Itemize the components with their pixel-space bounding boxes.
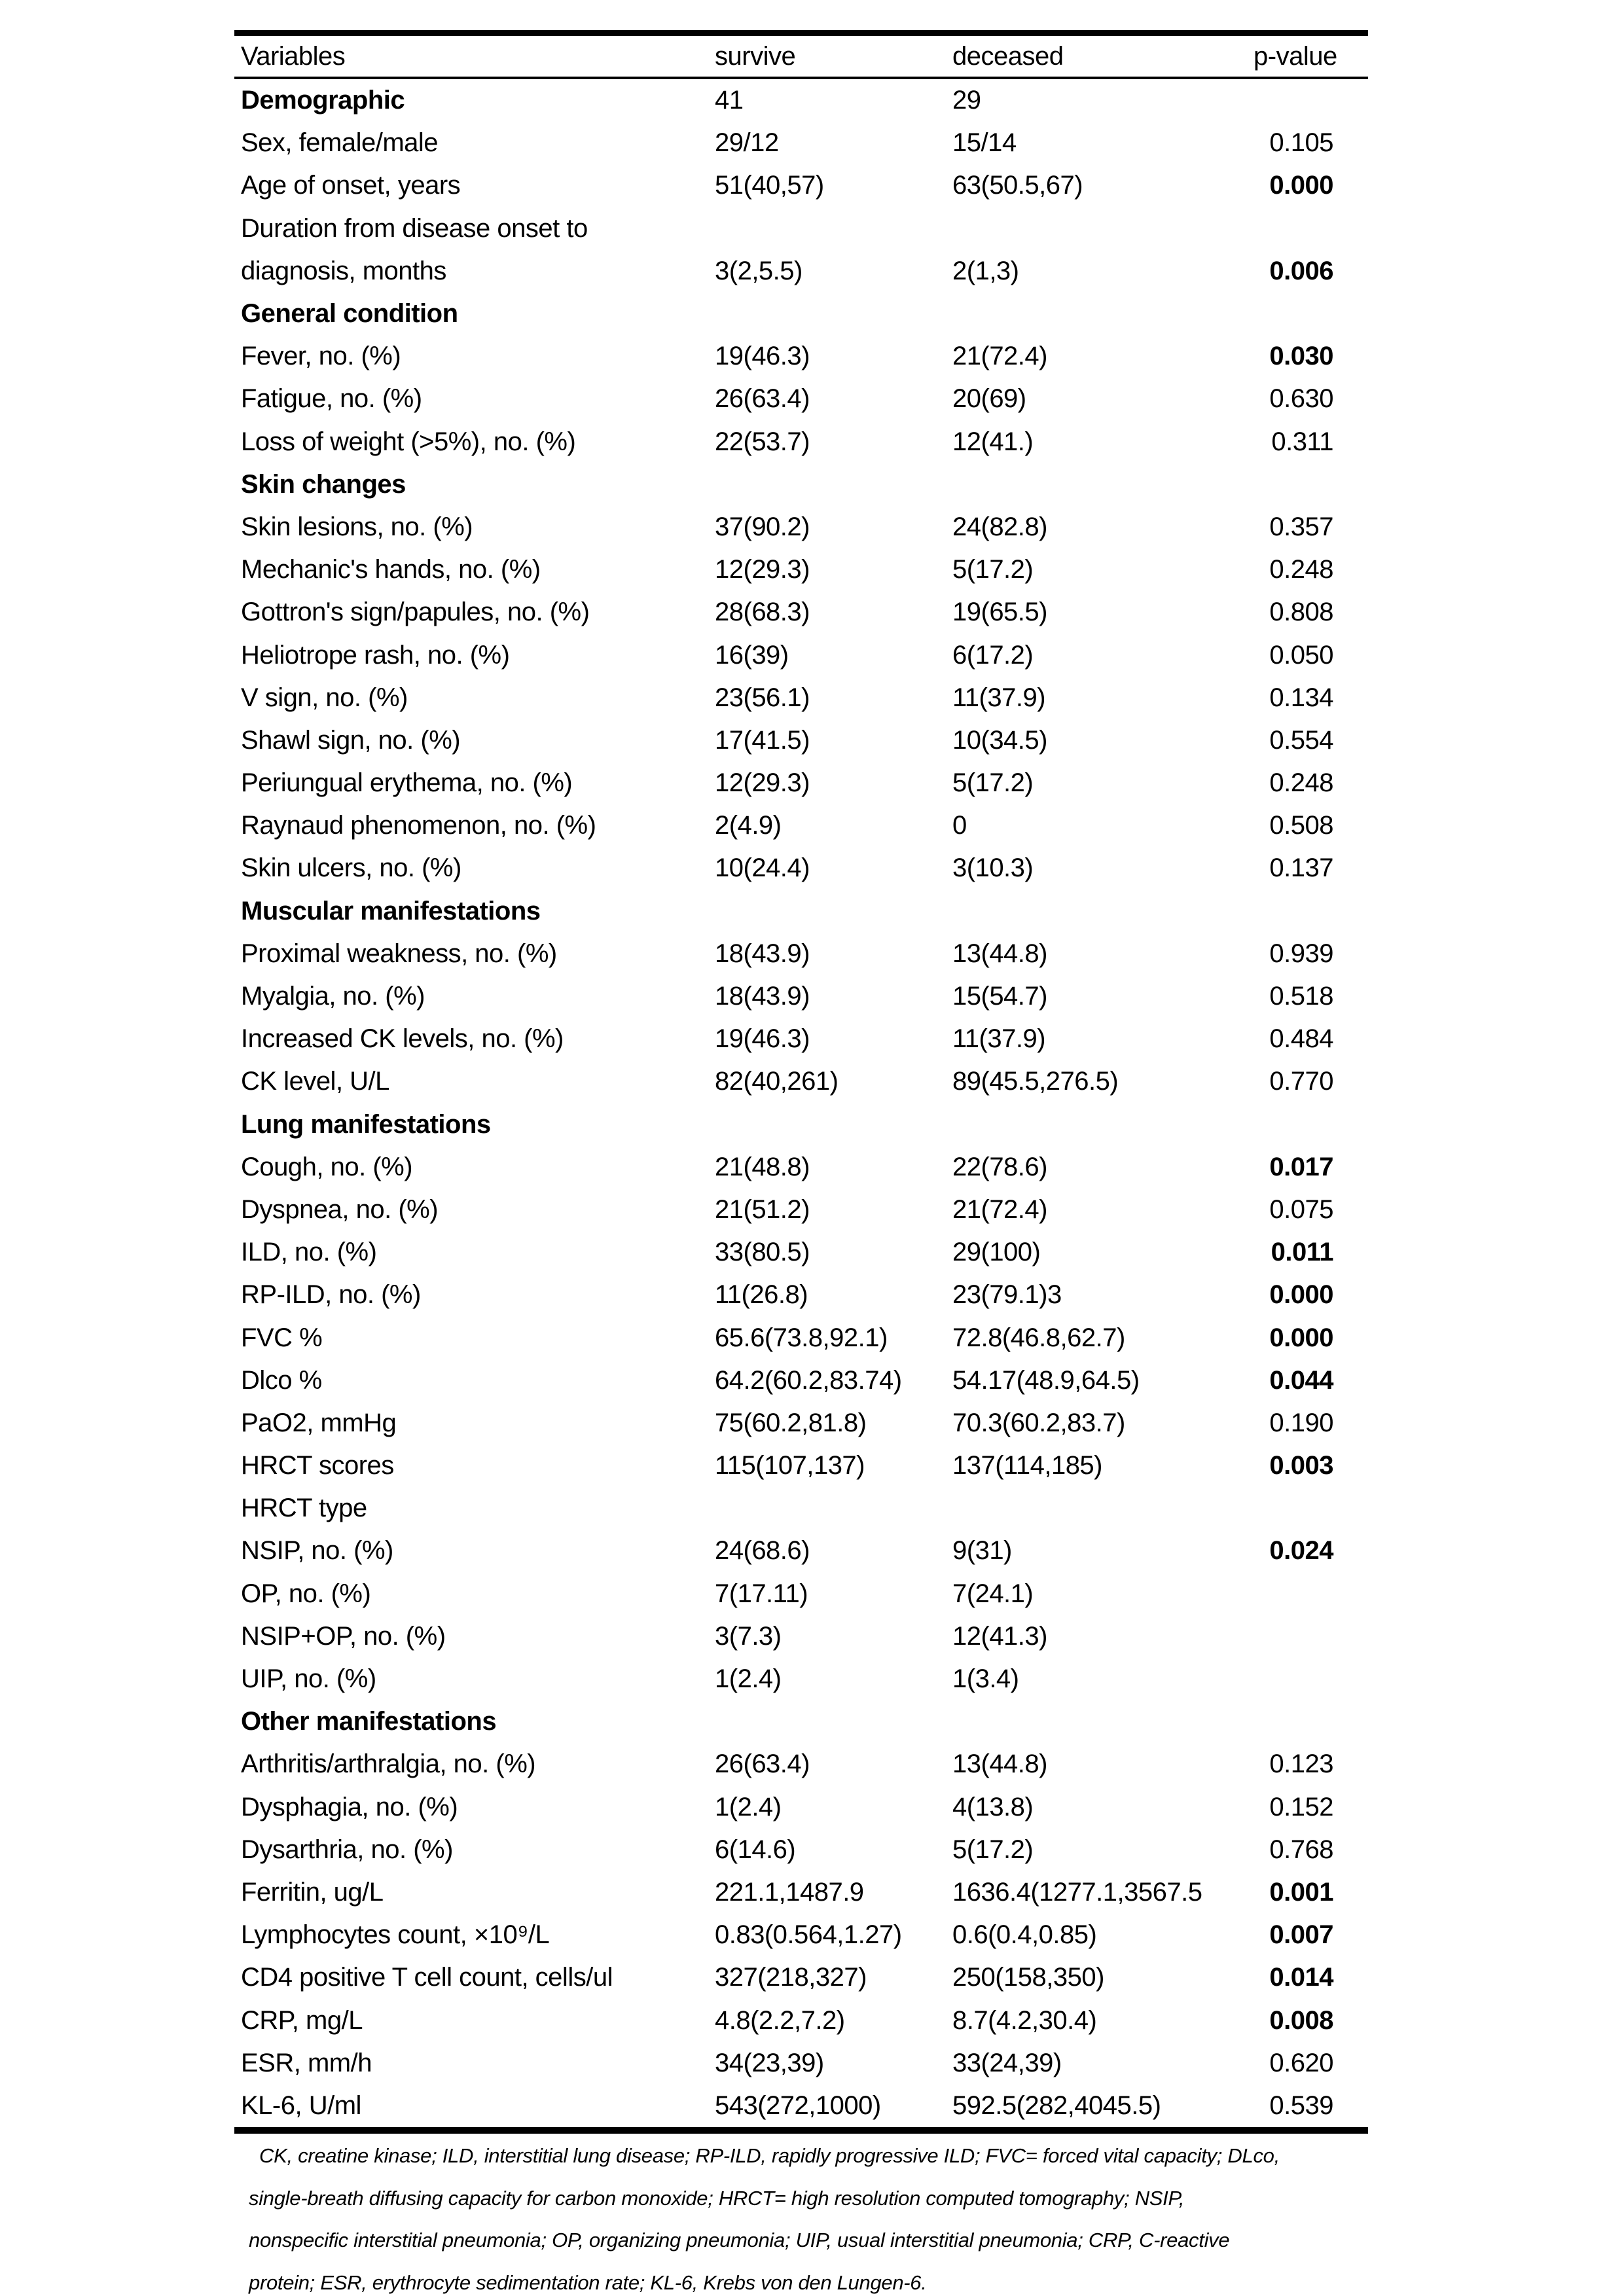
table-row	[234, 591, 1368, 634]
table-row	[234, 1146, 1368, 1189]
survive-cell: 6(14.6)	[715, 1835, 796, 1864]
table-row	[234, 1359, 1368, 1402]
table-row	[234, 762, 1368, 804]
pvalue-cell: 0.008	[1269, 2005, 1333, 2035]
pvalue-cell: 0.105	[1269, 128, 1333, 158]
deceased-cell: 12(41.3)	[952, 1621, 1047, 1651]
table-row	[234, 1487, 1368, 1530]
variable-cell: Other manifestations	[241, 1707, 497, 1736]
column-header-variables: Variables	[241, 41, 346, 71]
variable-cell: Shawl sign, no. (%)	[241, 725, 461, 755]
table-row	[234, 122, 1368, 164]
column-header-survive: survive	[715, 41, 796, 71]
deceased-cell: 11(37.9)	[952, 683, 1046, 712]
variable-cell: Periungual erythema, no. (%)	[241, 768, 573, 798]
footnote-line: nonspecific interstitial pneumonia; OP, organizing pneumonia; UIP, usual interstitial pneumonia; CRP, C-reactive	[249, 2229, 1230, 2251]
survive-cell: 0.83(0.564,1.27)	[715, 1920, 902, 1950]
deceased-cell: 137(114,185)	[952, 1451, 1102, 1480]
pvalue-cell: 0.190	[1269, 1408, 1333, 1437]
pvalue-cell: 0.006	[1269, 256, 1333, 285]
variable-cell: CRP, mg/L	[241, 2005, 363, 2035]
clinical-comparison-table	[234, 30, 1368, 2134]
variable-cell: Age of onset, years	[241, 171, 461, 200]
variable-cell: Proximal weakness, no. (%)	[241, 939, 557, 968]
pvalue-cell: 0.075	[1269, 1194, 1333, 1224]
variable-cell: General condition	[241, 299, 458, 329]
survive-cell: 24(68.6)	[715, 1536, 810, 1566]
table-row	[234, 1530, 1368, 1572]
survive-cell: 12(29.3)	[715, 768, 810, 798]
survive-cell: 3(2,5.5)	[715, 256, 803, 285]
survive-cell: 34(23,39)	[715, 2048, 824, 2077]
deceased-cell: 63(50.5,67)	[952, 171, 1083, 200]
survive-cell: 26(63.4)	[715, 1749, 810, 1779]
table-row	[234, 1615, 1368, 1658]
variable-cell: Demographic	[241, 86, 405, 115]
pvalue-cell: 0.768	[1269, 1835, 1333, 1864]
pvalue-cell: 0.044	[1269, 1365, 1333, 1395]
deceased-cell: 21(72.4)	[952, 342, 1047, 371]
variable-cell: Skin ulcers, no. (%)	[241, 853, 461, 883]
deceased-cell: 13(44.8)	[952, 1749, 1047, 1779]
deceased-cell: 5(17.2)	[952, 555, 1034, 584]
survive-cell: 221.1,1487.9	[715, 1877, 864, 1907]
table-row	[234, 1018, 1368, 1060]
table-row	[234, 847, 1368, 889]
survive-cell: 7(17.11)	[715, 1579, 808, 1608]
survive-cell: 82(40,261)	[715, 1067, 839, 1096]
survive-cell: 1(2.4)	[715, 1792, 782, 1821]
table-row	[234, 250, 1368, 293]
pvalue-cell: 0.014	[1269, 1963, 1333, 1992]
deceased-cell: 3(10.3)	[952, 853, 1034, 883]
deceased-cell: 0	[952, 811, 967, 840]
pvalue-cell: 0.630	[1269, 384, 1333, 414]
deceased-cell: 89(45.5,276.5)	[952, 1067, 1119, 1096]
table-row	[234, 1573, 1368, 1615]
pvalue-cell: 0.000	[1269, 1280, 1333, 1310]
table-header-row	[234, 36, 1368, 77]
variable-cell: CD4 positive T cell count, cells/ul	[241, 1963, 613, 1992]
survive-cell: 21(48.8)	[715, 1152, 810, 1181]
variable-cell: CK level, U/L	[241, 1067, 389, 1096]
variable-cell: ILD, no. (%)	[241, 1238, 377, 1267]
pvalue-cell: 0.554	[1269, 725, 1333, 755]
table-row	[234, 2085, 1368, 2127]
deceased-cell: 7(24.1)	[952, 1579, 1034, 1608]
deceased-cell: 33(24,39)	[952, 2048, 1062, 2077]
survive-cell: 2(4.9)	[715, 811, 782, 840]
table-row	[234, 1231, 1368, 1274]
table-body	[234, 79, 1368, 2127]
variable-cell: HRCT scores	[241, 1451, 394, 1480]
pvalue-cell: 0.134	[1269, 683, 1333, 712]
variable-cell: Dysarthria, no. (%)	[241, 1835, 453, 1864]
survive-cell: 21(51.2)	[715, 1194, 810, 1224]
variable-cell: FVC %	[241, 1323, 323, 1352]
survive-cell: 16(39)	[715, 640, 789, 670]
survive-cell: 23(56.1)	[715, 683, 810, 712]
column-header-deceased: deceased	[952, 41, 1064, 71]
variable-cell: Raynaud phenomenon, no. (%)	[241, 811, 596, 840]
deceased-cell: 8.7(4.2,30.4)	[952, 2005, 1097, 2035]
variable-cell: ESR, mm/h	[241, 2048, 372, 2077]
table-top-rule	[234, 30, 1368, 36]
table-row	[234, 1189, 1368, 1231]
table-row	[234, 1658, 1368, 1700]
survive-cell: 19(46.3)	[715, 342, 810, 371]
pvalue-cell: 0.539	[1269, 2090, 1333, 2120]
table-row	[234, 1444, 1368, 1487]
pvalue-cell: 0.808	[1269, 598, 1333, 627]
survive-cell: 17(41.5)	[715, 725, 810, 755]
variable-cell: Dlco %	[241, 1365, 322, 1395]
pvalue-cell: 0.001	[1269, 1877, 1333, 1907]
variable-cell: Dyspnea, no. (%)	[241, 1194, 439, 1224]
variable-cell: Lymphocytes count, ×10⁹/L	[241, 1920, 550, 1950]
variable-cell: Myalgia, no. (%)	[241, 982, 425, 1011]
variable-cell: Sex, female/male	[241, 128, 439, 158]
variable-cell: OP, no. (%)	[241, 1579, 371, 1608]
deceased-cell: 2(1,3)	[952, 256, 1019, 285]
variable-cell: Skin changes	[241, 469, 406, 499]
survive-cell: 115(107,137)	[715, 1451, 865, 1480]
deceased-cell: 6(17.2)	[952, 640, 1034, 670]
survive-cell: 22(53.7)	[715, 427, 810, 456]
deceased-cell: 54.17(48.9,64.5)	[952, 1365, 1140, 1395]
table-row	[234, 1274, 1368, 1316]
table-row	[234, 1914, 1368, 1956]
survive-cell: 10(24.4)	[715, 853, 810, 883]
table-footnote	[249, 2135, 1348, 2296]
pvalue-cell: 0.311	[1271, 427, 1333, 456]
variable-cell: Arthritis/arthralgia, no. (%)	[241, 1749, 536, 1779]
pvalue-cell: 0.000	[1269, 1323, 1333, 1352]
deceased-cell: 21(72.4)	[952, 1194, 1047, 1224]
deceased-cell: 15(54.7)	[952, 982, 1047, 1011]
pvalue-cell: 0.152	[1269, 1792, 1333, 1821]
pvalue-cell: 0.003	[1269, 1451, 1333, 1480]
variable-cell: Fatigue, no. (%)	[241, 384, 422, 414]
table-row	[234, 804, 1368, 847]
survive-cell: 3(7.3)	[715, 1621, 782, 1651]
pvalue-cell: 0.508	[1269, 811, 1333, 840]
table-row	[234, 2042, 1368, 2085]
variable-cell: V sign, no. (%)	[241, 683, 408, 712]
pvalue-cell: 0.030	[1269, 342, 1333, 371]
column-header-p-value: p-value	[1254, 41, 1337, 71]
survive-cell: 37(90.2)	[715, 512, 810, 541]
pvalue-cell: 0.050	[1269, 640, 1333, 670]
section-row	[234, 890, 1368, 933]
variable-cell: Skin lesions, no. (%)	[241, 512, 473, 541]
table-row	[234, 506, 1368, 548]
survive-cell: 26(63.4)	[715, 384, 810, 414]
variable-cell: Mechanic's hands, no. (%)	[241, 555, 541, 584]
table-row	[234, 1786, 1368, 1829]
pvalue-cell: 0.939	[1269, 939, 1333, 968]
variable-cell: NSIP+OP, no. (%)	[241, 1621, 446, 1651]
deceased-cell: 13(44.8)	[952, 939, 1047, 968]
table-row	[234, 677, 1368, 719]
section-row	[234, 1700, 1368, 1743]
pvalue-cell: 0.518	[1269, 982, 1333, 1011]
survive-cell: 19(46.3)	[715, 1024, 810, 1054]
survive-cell: 64.2(60.2,83.74)	[715, 1365, 902, 1395]
deceased-cell: 23(79.1)3	[952, 1280, 1062, 1310]
survive-cell: 18(43.9)	[715, 982, 810, 1011]
footnote-line: CK, creatine kinase; ILD, interstitial lung disease; RP-ILD, rapidly progressive ILD; FVC= forced vital capacity; DLco,	[259, 2144, 1280, 2167]
section-row	[234, 463, 1368, 506]
deceased-cell: 70.3(60.2,83.7)	[952, 1408, 1125, 1437]
deceased-cell: 10(34.5)	[952, 725, 1047, 755]
survive-cell: 51(40,57)	[715, 171, 824, 200]
table-row	[234, 634, 1368, 676]
survive-cell: 11(26.8)	[715, 1280, 808, 1310]
variable-cell: Ferritin, ug/L	[241, 1877, 384, 1907]
variable-cell: Lung manifestations	[241, 1109, 491, 1139]
deceased-cell: 20(69)	[952, 384, 1026, 414]
variable-cell: diagnosis, months	[241, 256, 446, 285]
pvalue-cell: 0.011	[1271, 1238, 1333, 1267]
table-row	[234, 207, 1368, 250]
table-row	[234, 975, 1368, 1018]
deceased-cell: 72.8(46.8,62.7)	[952, 1323, 1125, 1352]
deceased-cell: 4(13.8)	[952, 1792, 1034, 1821]
deceased-cell: 0.6(0.4,0.85)	[952, 1920, 1097, 1950]
section-row	[234, 1103, 1368, 1146]
survive-cell: 1(2.4)	[715, 1664, 782, 1694]
deceased-cell: 22(78.6)	[952, 1152, 1047, 1181]
deceased-cell: 11(37.9)	[952, 1024, 1046, 1054]
survive-cell: 4.8(2.2,7.2)	[715, 2005, 845, 2035]
deceased-cell: 250(158,350)	[952, 1963, 1104, 1992]
pvalue-cell: 0.357	[1269, 512, 1333, 541]
pvalue-cell: 0.137	[1269, 853, 1333, 883]
variable-cell: Fever, no. (%)	[241, 342, 401, 371]
survive-cell: 65.6(73.8,92.1)	[715, 1323, 888, 1352]
survive-cell: 75(60.2,81.8)	[715, 1408, 867, 1437]
deceased-cell: 24(82.8)	[952, 512, 1047, 541]
deceased-cell: 1636.4(1277.1,3567.5	[952, 1877, 1202, 1907]
table-row	[234, 1316, 1368, 1359]
survive-cell: 12(29.3)	[715, 555, 810, 584]
table-row	[234, 1829, 1368, 1871]
footnote-line: protein; ESR, erythrocyte sedimentation rate; KL-6, Krebs von den Lungen-6.	[249, 2270, 927, 2294]
variable-cell: NSIP, no. (%)	[241, 1536, 393, 1566]
pvalue-cell: 0.024	[1269, 1536, 1333, 1566]
pvalue-cell: 0.123	[1269, 1749, 1333, 1779]
deceased-cell: 29	[952, 86, 981, 115]
deceased-cell: 5(17.2)	[952, 1835, 1034, 1864]
table-row	[234, 1956, 1368, 1999]
deceased-cell: 592.5(282,4045.5)	[952, 2090, 1161, 2120]
variable-cell: UIP, no. (%)	[241, 1664, 376, 1694]
footnote-line: single-breath diffusing capacity for carbon monoxide; HRCT= high resolution computed tomography; NSIP,	[249, 2186, 1185, 2210]
variable-cell: Duration from disease onset to	[241, 213, 588, 243]
deceased-cell: 9(31)	[952, 1536, 1012, 1566]
variable-cell: Increased CK levels, no. (%)	[241, 1024, 564, 1054]
table-row	[234, 548, 1368, 591]
survive-cell: 543(272,1000)	[715, 2090, 881, 2120]
deceased-cell: 29(100)	[952, 1238, 1041, 1267]
survive-cell: 29/12	[715, 128, 779, 158]
variable-cell: Loss of weight (>5%), no. (%)	[241, 427, 576, 456]
deceased-cell: 5(17.2)	[952, 768, 1034, 798]
survive-cell: 18(43.9)	[715, 939, 810, 968]
variable-cell: HRCT type	[241, 1494, 367, 1523]
variable-cell: Dysphagia, no. (%)	[241, 1792, 458, 1821]
deceased-cell: 15/14	[952, 128, 1017, 158]
table-row	[234, 164, 1368, 207]
table-row	[234, 378, 1368, 420]
survive-cell: 28(68.3)	[715, 598, 810, 627]
table-row	[234, 421, 1368, 463]
table-row	[234, 1871, 1368, 1914]
variable-cell: KL-6, U/ml	[241, 2090, 361, 2120]
pvalue-cell: 0.770	[1269, 1067, 1333, 1096]
table-row	[234, 1743, 1368, 1785]
section-row	[234, 79, 1368, 122]
variable-cell: PaO2, mmHg	[241, 1408, 397, 1437]
survive-cell: 33(80.5)	[715, 1238, 810, 1267]
pvalue-cell: 0.248	[1269, 768, 1333, 798]
table-bottom-rule	[234, 2127, 1368, 2134]
section-row	[234, 293, 1368, 335]
pvalue-cell: 0.017	[1269, 1152, 1333, 1181]
pvalue-cell: 0.248	[1269, 555, 1333, 584]
pvalue-cell: 0.000	[1269, 171, 1333, 200]
table-row	[234, 1402, 1368, 1444]
pvalue-cell: 0.007	[1269, 1920, 1333, 1950]
pvalue-cell: 0.484	[1269, 1024, 1333, 1054]
variable-cell: Gottron's sign/papules, no. (%)	[241, 598, 590, 627]
variable-cell: RP-ILD, no. (%)	[241, 1280, 421, 1310]
table-row	[234, 1060, 1368, 1103]
deceased-cell: 19(65.5)	[952, 598, 1047, 627]
survive-cell: 41	[715, 86, 744, 115]
table-row	[234, 933, 1368, 975]
survive-cell: 327(218,327)	[715, 1963, 867, 1992]
variable-cell: Heliotrope rash, no. (%)	[241, 640, 510, 670]
table-row	[234, 335, 1368, 378]
deceased-cell: 12(41.)	[952, 427, 1034, 456]
pvalue-cell: 0.620	[1269, 2048, 1333, 2077]
table-row	[234, 719, 1368, 762]
deceased-cell: 1(3.4)	[952, 1664, 1019, 1694]
variable-cell: Muscular manifestations	[241, 896, 541, 925]
variable-cell: Cough, no. (%)	[241, 1152, 413, 1181]
table-row	[234, 1999, 1368, 2041]
